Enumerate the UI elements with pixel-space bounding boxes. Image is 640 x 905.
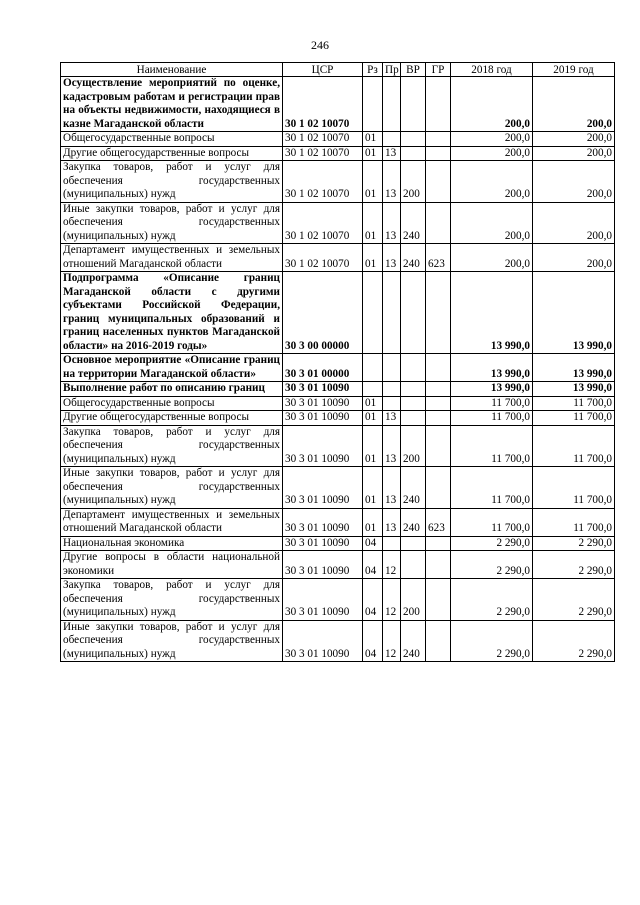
table-row: [61, 354, 615, 382]
cell-2018: 2 290,0: [451, 551, 533, 579]
cell-2019: 11 700,0: [533, 411, 615, 426]
cell-csr: 30 3 01 10090: [283, 620, 363, 662]
table-row: [61, 77, 615, 132]
cell-pr: 12: [383, 579, 401, 621]
header-2019: 2019 год: [533, 63, 615, 77]
table-row: [61, 161, 615, 203]
table-row: [61, 244, 615, 272]
cell-2019: 13 990,0: [533, 382, 615, 397]
cell-csr: 30 1 02 10070: [283, 132, 363, 147]
cell-rz: 01: [363, 411, 383, 426]
cell-rz: 04: [363, 579, 383, 621]
cell-csr: 30 3 01 10090: [283, 382, 363, 397]
cell-gr: [426, 272, 451, 354]
cell-gr: [426, 536, 451, 551]
cell-2019: 200,0: [533, 146, 615, 161]
budget-table: [60, 62, 615, 662]
cell-2019: 200,0: [533, 202, 615, 244]
cell-name: Общегосударственные вопросы: [61, 396, 283, 411]
cell-name: Департамент имущественных и земельных отношений Магаданской области: [61, 244, 283, 272]
cell-gr: [426, 551, 451, 579]
cell-2019: 200,0: [533, 161, 615, 203]
cell-rz: 01: [363, 396, 383, 411]
cell-2018: 11 700,0: [451, 396, 533, 411]
cell-pr: 13: [383, 146, 401, 161]
cell-2019: 200,0: [533, 132, 615, 147]
cell-vr: [401, 382, 426, 397]
cell-csr: 30 3 01 00000: [283, 354, 363, 382]
cell-gr: [426, 579, 451, 621]
cell-csr: 30 3 01 10090: [283, 467, 363, 509]
header-csr: ЦСР: [283, 63, 363, 77]
cell-vr: 240: [401, 467, 426, 509]
cell-rz: 01: [363, 508, 383, 536]
cell-gr: [426, 132, 451, 147]
cell-name: Общегосударственные вопросы: [61, 132, 283, 147]
cell-vr: 240: [401, 202, 426, 244]
cell-name: Закупка товаров, работ и услуг для обеспечения государственных (муниципальных) нужд: [61, 161, 283, 203]
cell-2018: 200,0: [451, 146, 533, 161]
cell-2018: 200,0: [451, 161, 533, 203]
header-vr: ВР: [401, 63, 426, 77]
cell-name: Закупка товаров, работ и услуг для обеспечения государственных (муниципальных) нужд: [61, 579, 283, 621]
cell-gr: [426, 396, 451, 411]
cell-pr: 13: [383, 202, 401, 244]
cell-2019: 2 290,0: [533, 536, 615, 551]
cell-2018: 200,0: [451, 132, 533, 147]
table-row: [61, 382, 615, 397]
cell-pr: 12: [383, 551, 401, 579]
table-row: [61, 411, 615, 426]
cell-pr: [383, 536, 401, 551]
cell-rz: 04: [363, 551, 383, 579]
cell-csr: 30 1 02 10070: [283, 77, 363, 132]
cell-2019: 2 290,0: [533, 551, 615, 579]
table-body: [61, 77, 615, 662]
cell-pr: 13: [383, 244, 401, 272]
cell-pr: [383, 132, 401, 147]
cell-rz: 04: [363, 536, 383, 551]
cell-2018: 2 290,0: [451, 536, 533, 551]
cell-2018: 11 700,0: [451, 467, 533, 509]
cell-rz: [363, 382, 383, 397]
cell-vr: 240: [401, 244, 426, 272]
cell-2019: 11 700,0: [533, 508, 615, 536]
cell-gr: [426, 425, 451, 467]
cell-vr: [401, 411, 426, 426]
cell-pr: 13: [383, 425, 401, 467]
cell-2019: 11 700,0: [533, 396, 615, 411]
cell-rz: 01: [363, 202, 383, 244]
cell-csr: 30 3 01 10090: [283, 396, 363, 411]
table-row: [61, 202, 615, 244]
table-row: [61, 551, 615, 579]
cell-pr: [383, 382, 401, 397]
header-gr: ГР: [426, 63, 451, 77]
cell-gr: [426, 411, 451, 426]
cell-2018: 11 700,0: [451, 425, 533, 467]
cell-csr: 30 1 02 10070: [283, 202, 363, 244]
cell-vr: [401, 146, 426, 161]
cell-vr: 240: [401, 508, 426, 536]
cell-2018: 2 290,0: [451, 620, 533, 662]
cell-name: Иные закупки товаров, работ и услуг для обеспечения государственных (муниципальных) нужд: [61, 467, 283, 509]
page-number: 246: [311, 38, 329, 52]
cell-2018: 13 990,0: [451, 382, 533, 397]
table-row: [61, 467, 615, 509]
cell-pr: [383, 272, 401, 354]
cell-2018: 200,0: [451, 244, 533, 272]
cell-gr: 623: [426, 508, 451, 536]
table-row: [61, 579, 615, 621]
cell-csr: 30 3 00 00000: [283, 272, 363, 354]
cell-vr: 200: [401, 161, 426, 203]
cell-rz: 01: [363, 425, 383, 467]
cell-name: Национальная экономика: [61, 536, 283, 551]
cell-gr: [426, 382, 451, 397]
cell-name: Другие общегосударственные вопросы: [61, 411, 283, 426]
table-row: [61, 425, 615, 467]
cell-2019: 200,0: [533, 77, 615, 132]
header-name: Наименование: [61, 63, 283, 77]
table-row: [61, 620, 615, 662]
cell-2019: 13 990,0: [533, 354, 615, 382]
cell-pr: [383, 396, 401, 411]
cell-gr: [426, 620, 451, 662]
header-2018: 2018 год: [451, 63, 533, 77]
table-row: [61, 146, 615, 161]
cell-rz: 04: [363, 620, 383, 662]
cell-pr: 13: [383, 161, 401, 203]
cell-rz: [363, 354, 383, 382]
cell-vr: 200: [401, 425, 426, 467]
cell-gr: [426, 146, 451, 161]
cell-csr: 30 1 02 10070: [283, 161, 363, 203]
cell-vr: [401, 396, 426, 411]
cell-pr: 13: [383, 467, 401, 509]
cell-csr: 30 1 02 10070: [283, 244, 363, 272]
cell-name: Закупка товаров, работ и услуг для обеспечения государственных (муниципальных) нужд: [61, 425, 283, 467]
cell-2018: 200,0: [451, 202, 533, 244]
cell-vr: 240: [401, 620, 426, 662]
cell-gr: [426, 467, 451, 509]
cell-rz: 01: [363, 161, 383, 203]
cell-2019: 11 700,0: [533, 425, 615, 467]
cell-gr: [426, 354, 451, 382]
cell-2019: 2 290,0: [533, 620, 615, 662]
cell-rz: [363, 272, 383, 354]
cell-gr: [426, 161, 451, 203]
cell-pr: 13: [383, 508, 401, 536]
table-row: [61, 508, 615, 536]
cell-vr: [401, 77, 426, 132]
cell-name: Осуществление мероприятий по оценке, кадастровым работам и регистрации прав на объекты недвижимости, находящиеся в казне Магаданской области: [61, 77, 283, 132]
cell-pr: 12: [383, 620, 401, 662]
header-rz: Рз: [363, 63, 383, 77]
cell-gr: [426, 202, 451, 244]
cell-2019: 2 290,0: [533, 579, 615, 621]
cell-2018: 13 990,0: [451, 354, 533, 382]
table-row: [61, 396, 615, 411]
cell-2018: 11 700,0: [451, 508, 533, 536]
cell-vr: [401, 272, 426, 354]
cell-name: Другие вопросы в области национальной экономики: [61, 551, 283, 579]
cell-csr: 30 3 01 10090: [283, 411, 363, 426]
cell-csr: 30 3 01 10090: [283, 579, 363, 621]
cell-vr: [401, 132, 426, 147]
cell-name: Другие общегосударственные вопросы: [61, 146, 283, 161]
cell-vr: [401, 536, 426, 551]
cell-name: Выполнение работ по описанию границ: [61, 382, 283, 397]
header-pr: Пр: [383, 63, 401, 77]
cell-name: Основное мероприятие «Описание границ на территории Магаданской области»: [61, 354, 283, 382]
cell-2019: 11 700,0: [533, 467, 615, 509]
table-row: [61, 272, 615, 354]
cell-csr: 30 3 01 10090: [283, 508, 363, 536]
cell-2018: 11 700,0: [451, 411, 533, 426]
cell-name: Департамент имущественных и земельных отношений Магаданской области: [61, 508, 283, 536]
cell-2018: 2 290,0: [451, 579, 533, 621]
cell-gr: [426, 77, 451, 132]
cell-rz: [363, 77, 383, 132]
cell-gr: 623: [426, 244, 451, 272]
table-header-row: [61, 63, 615, 77]
cell-2018: 200,0: [451, 77, 533, 132]
cell-csr: 30 3 01 10090: [283, 551, 363, 579]
cell-name: Иные закупки товаров, работ и услуг для обеспечения государственных (муниципальных) нужд: [61, 620, 283, 662]
cell-pr: [383, 354, 401, 382]
cell-csr: 30 3 01 10090: [283, 425, 363, 467]
cell-rz: 01: [363, 146, 383, 161]
cell-pr: [383, 77, 401, 132]
cell-vr: 200: [401, 579, 426, 621]
cell-pr: 13: [383, 411, 401, 426]
cell-vr: [401, 354, 426, 382]
cell-csr: 30 1 02 10070: [283, 146, 363, 161]
cell-vr: [401, 551, 426, 579]
cell-2018: 13 990,0: [451, 272, 533, 354]
cell-name: Подпрограмма «Описание границ Магаданской области с другими субъектами Российской Федерации, границ муниципальных образований и границ населенных пунктов Магаданской области» на 2016-2019 годы»: [61, 272, 283, 354]
cell-2019: 200,0: [533, 244, 615, 272]
table-row: [61, 132, 615, 147]
cell-2019: 13 990,0: [533, 272, 615, 354]
cell-csr: 30 3 01 10090: [283, 536, 363, 551]
cell-name: Иные закупки товаров, работ и услуг для обеспечения государственных (муниципальных) нужд: [61, 202, 283, 244]
cell-rz: 01: [363, 467, 383, 509]
cell-rz: 01: [363, 244, 383, 272]
table-row: [61, 536, 615, 551]
cell-rz: 01: [363, 132, 383, 147]
